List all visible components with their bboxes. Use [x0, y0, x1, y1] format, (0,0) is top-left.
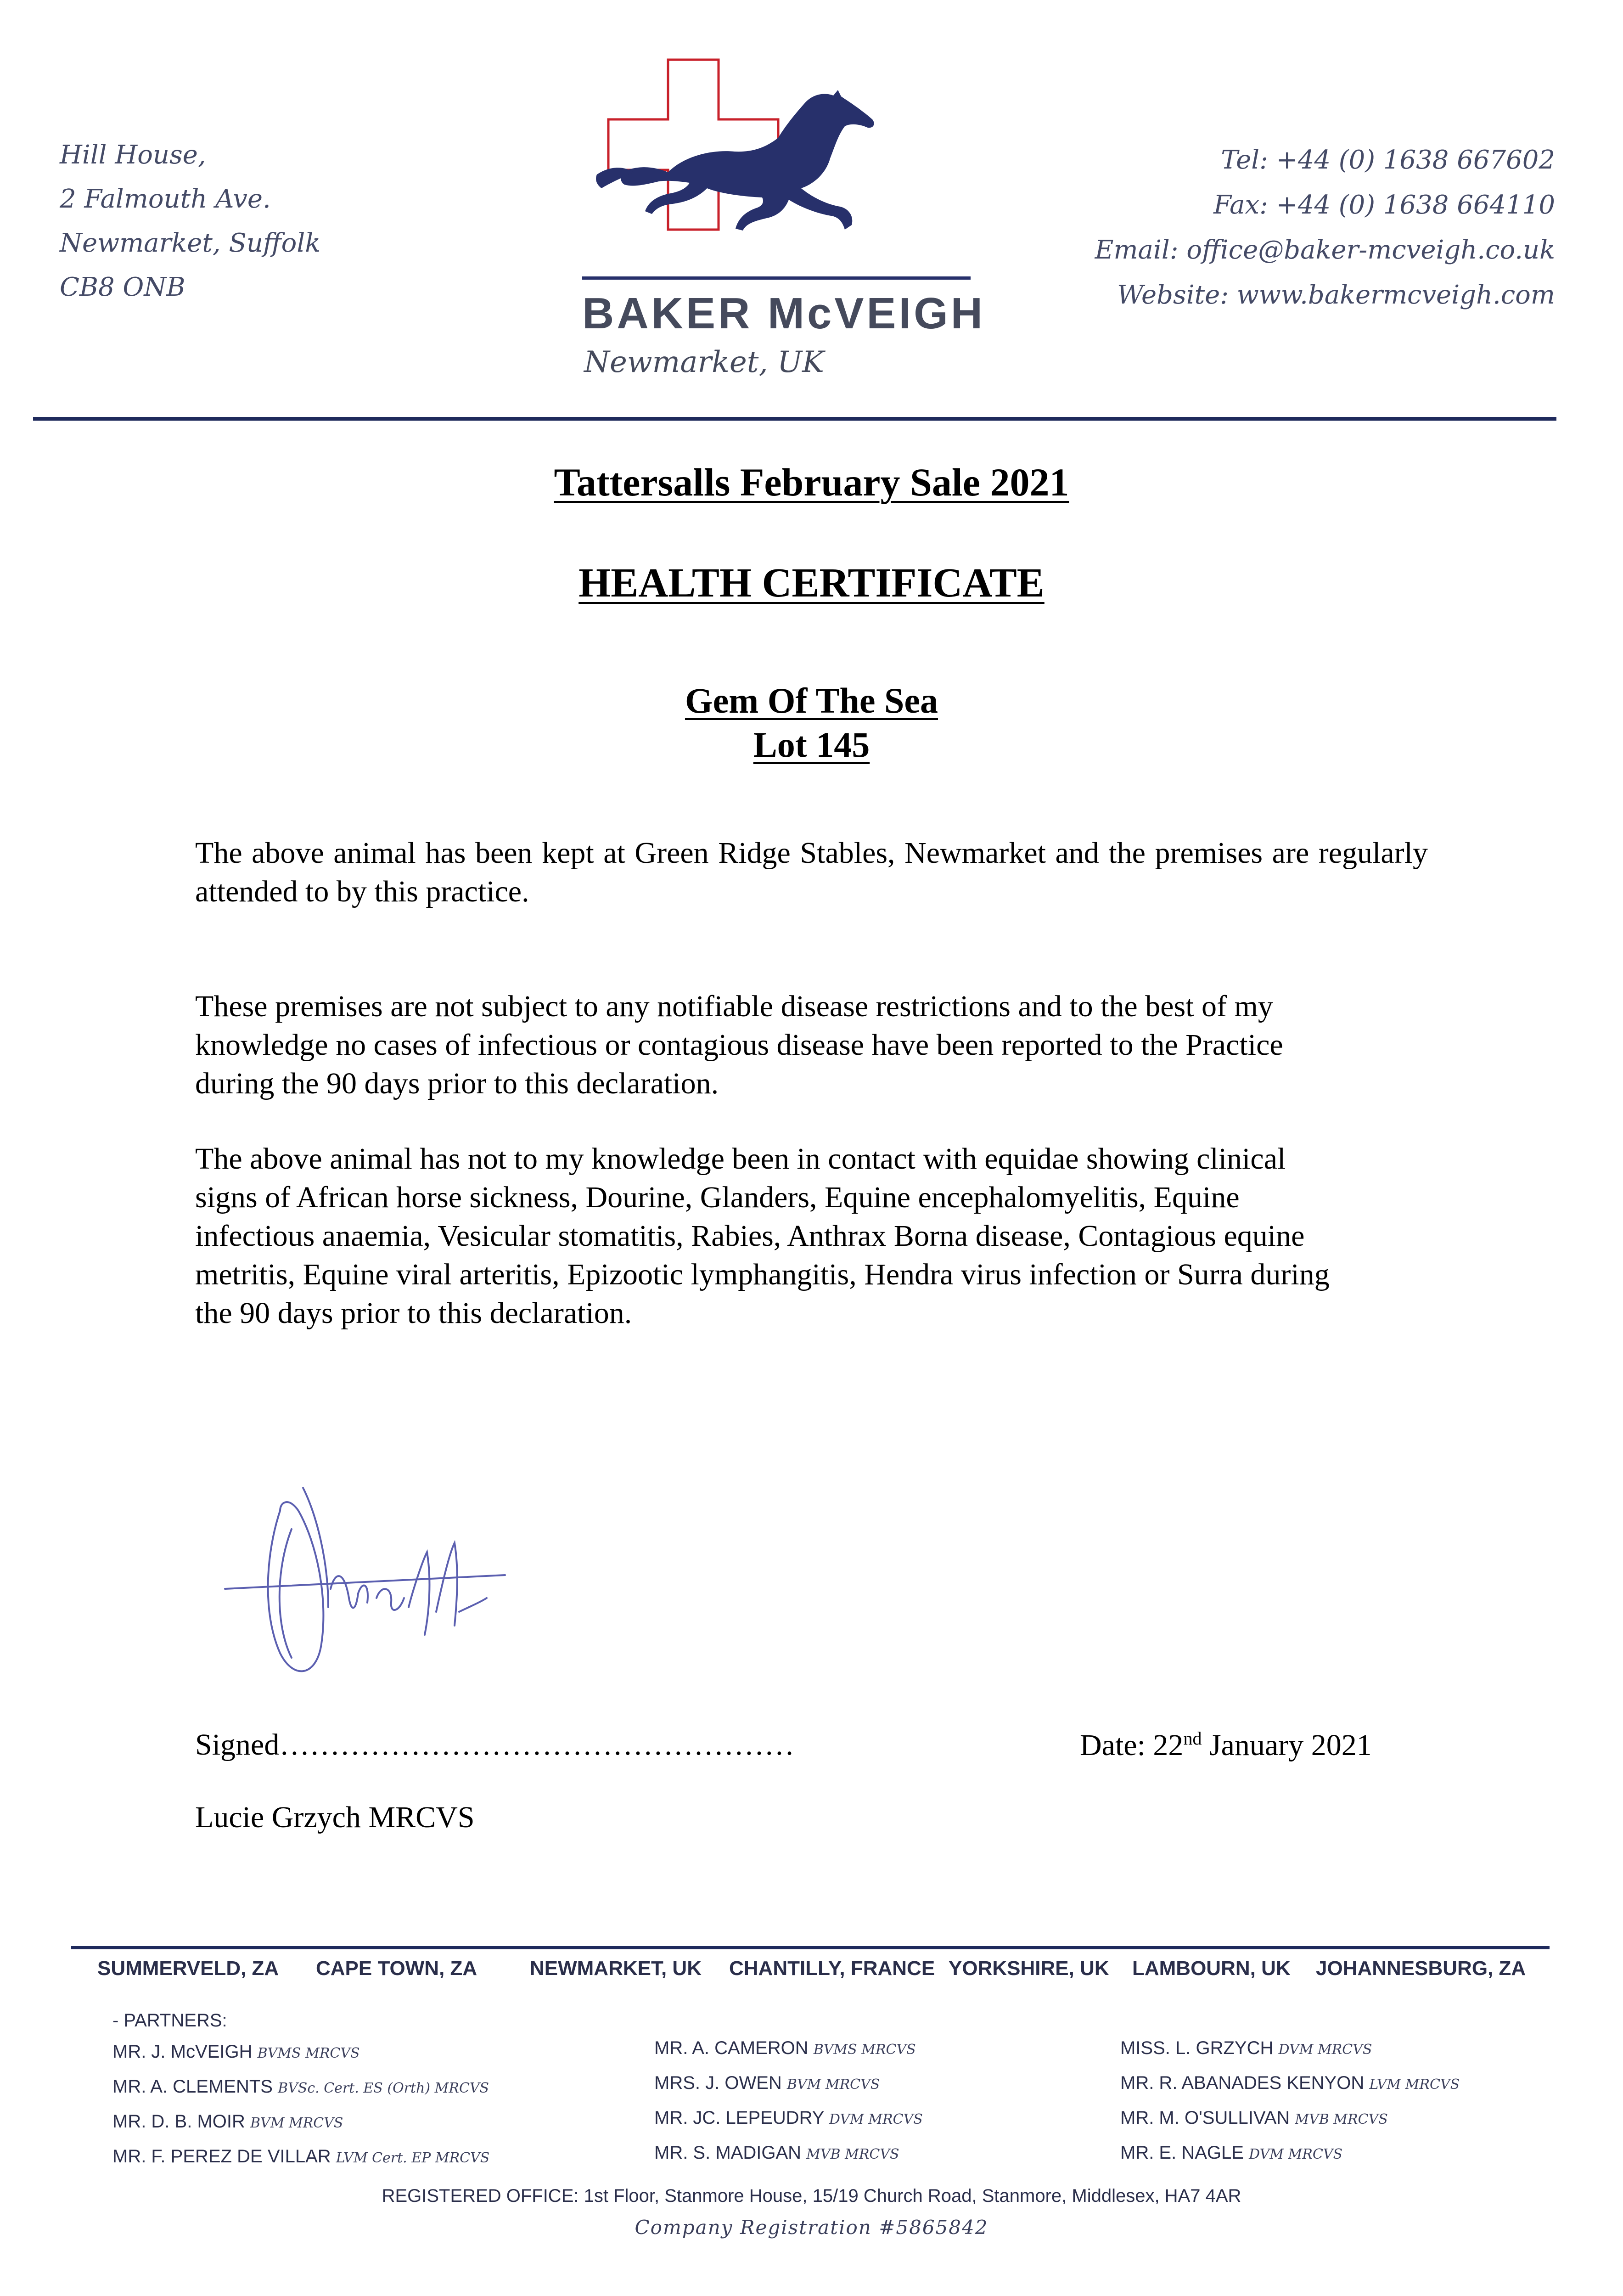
lot-number: Lot 145 — [753, 725, 870, 765]
address-line: Newmarket, Suffolk — [60, 228, 321, 258]
kept-at-paragraph: The above animal has been kept at Green Ridge Stables, Newmarket and the premises are regularly attended to by this practice. — [195, 836, 1428, 908]
brand-location: Newmarket, UK — [584, 345, 824, 379]
location-item: SUMMERVELD, ZA — [97, 1957, 279, 1980]
footer-divider — [71, 1946, 1550, 1949]
horse-identity — [0, 679, 1623, 767]
horse-name: Gem Of The Sea — [685, 681, 938, 720]
location-item: YORKSHIRE, UK — [949, 1957, 1109, 1980]
certificate-title: HEALTH CERTIFICATE — [578, 560, 1045, 606]
header-divider — [33, 417, 1556, 421]
address-line: CB8 ONB — [60, 272, 185, 302]
partner: MR. A. CAMERON BVMS MRCVS — [654, 2038, 916, 2058]
partner: MRS. J. OWEN BVM MRCVS — [654, 2073, 880, 2093]
phone: Tel: +44 (0) 1638 667602 — [1221, 145, 1555, 175]
partner: MR. S. MADIGAN MVB MRCVS — [654, 2143, 899, 2163]
declaration-date: Date: 22nd January 2021 — [1080, 1728, 1372, 1762]
location-item: NEWMARKET, UK — [530, 1957, 702, 1980]
company-registration: Company Registration #5865842 — [635, 2216, 988, 2239]
brand-name: BAKER McVEIGH — [582, 289, 986, 338]
partners-column — [112, 2035, 489, 2175]
location-item: LAMBOURN, UK — [1132, 1957, 1291, 1980]
signature-icon — [211, 1460, 542, 1708]
contact-details — [1095, 138, 1555, 318]
partner: MISS. L. GRZYCH DVM MRCVS — [1120, 2038, 1372, 2058]
location-item: JOHANNESBURG, ZA — [1316, 1957, 1526, 1980]
address-line: Hill House, — [60, 140, 206, 170]
partner: MR. E. NAGLE DVM MRCVS — [1120, 2143, 1342, 2163]
partner: MR. M. O'SULLIVAN MVB MRCVS — [1120, 2108, 1388, 2128]
partners-heading: - PARTNERS: — [112, 2010, 227, 2031]
partners-column — [1120, 2032, 1460, 2171]
partner: MR. D. B. MOIR BVM MRCVS — [112, 2111, 343, 2132]
email: Email: office@baker-mcveigh.co.uk — [1095, 235, 1555, 265]
premises-paragraph: These premises are not subject to any notifiable disease restrictions and to the best of my knowledge no cases of infectious or contagious disease have been reported to the Practice during the 90 days prior to this declaration. — [195, 990, 1283, 1100]
signed-line: Signed…………………………………………… — [195, 1728, 795, 1761]
address-line: 2 Falmouth Ave. — [60, 184, 271, 214]
partners-column — [654, 2032, 923, 2171]
contact-paragraph: The above animal has not to my knowledge been in contact with equidae showing clinical signs of African horse sickness, Dourine, Glanders, Equine encephalomyelitis, Equine infectious anaemia, Vesicular stomatitis, Rabies, Anthrax Borna disease, Contagious equine metritis, Equine viral arteritis, Epizootic lymphangitis, Hendra virus infection or Surra during the 90 days prior to this declaration. — [195, 1142, 1330, 1330]
partner: MR. J. McVEIGH BVMS MRCVS — [112, 2042, 360, 2062]
location-item: CHANTILLY, FRANCE — [729, 1957, 935, 1980]
signer-name: Lucie Grzych MRCVS — [195, 1801, 475, 1834]
partner: MR. F. PEREZ DE VILLAR LVM Cert. EP MRCVS — [112, 2146, 490, 2167]
registered-office: REGISTERED OFFICE: 1st Floor, Stanmore House, 15/19 Church Road, Stanmore, Middlesex, HA7 4AR — [382, 2186, 1241, 2206]
location-item: CAPE TOWN, ZA — [316, 1957, 477, 1980]
fax: Fax: +44 (0) 1638 664110 — [1213, 190, 1555, 220]
sale-title: Tattersalls February Sale 2021 — [554, 460, 1069, 504]
partner: MR. A. CLEMENTS BVSc. Cert. ES (Orth) MRCVS — [112, 2077, 489, 2097]
practice-address — [60, 133, 320, 310]
partner: MR. R. ABANADES KENYON LVM MRCVS — [1120, 2073, 1460, 2093]
website: Website: www.bakermcveigh.com — [1117, 280, 1555, 310]
partner: MR. JC. LEPEUDRY DVM MRCVS — [654, 2108, 923, 2128]
